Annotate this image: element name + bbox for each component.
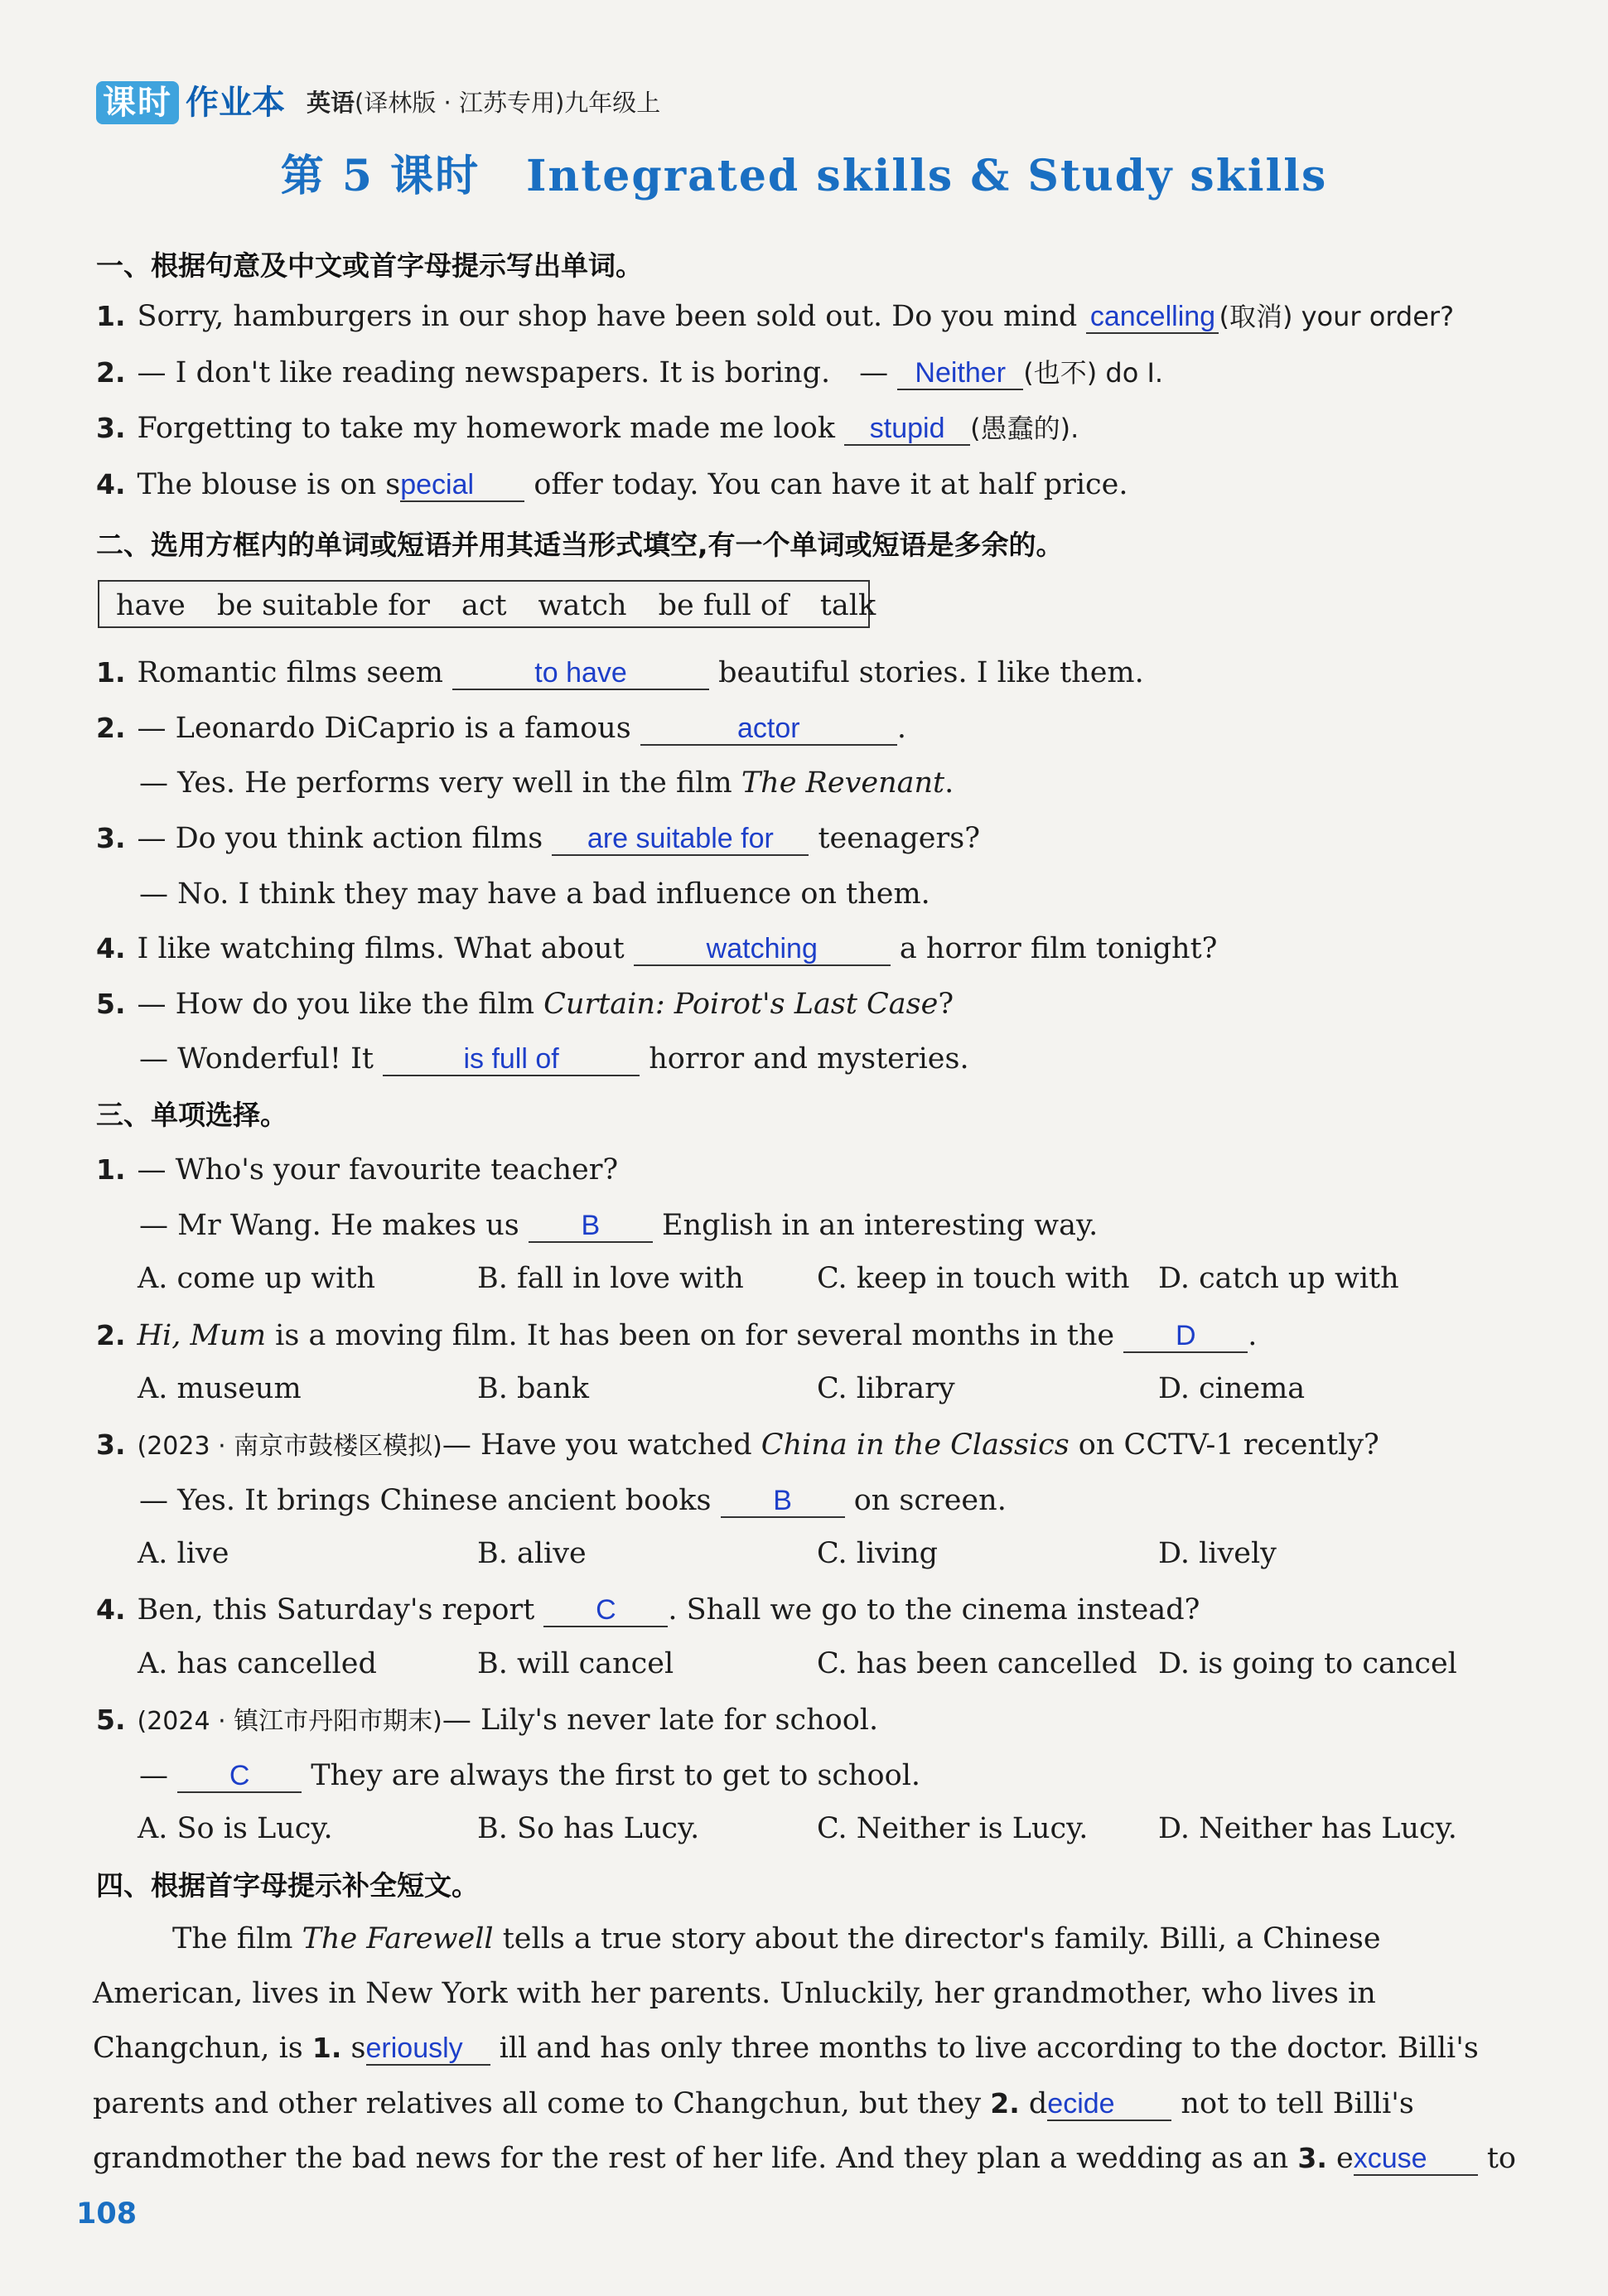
option-d[interactable]: D. catch up with — [1158, 1262, 1399, 1295]
option-d[interactable]: D. Neither has Lucy. — [1158, 1812, 1457, 1845]
s2-item-3-reply: — No. I think they may have a bad influence on them. — [139, 877, 930, 911]
answer-blank[interactable]: ecide — [1047, 2088, 1171, 2121]
section-2-heading: 二、选用方框内的单词或短语并用其适当形式填空,有一个单词或短语是多余的。 — [96, 529, 1064, 561]
passage-line-5: grandmother the bad news for the rest of her life. And they plan a wedding as an 3. excuse to — [93, 2142, 1516, 2175]
section-3-heading: 三、单项选择。 — [96, 1099, 287, 1131]
option-a[interactable]: A. live — [138, 1537, 229, 1570]
passage-line-4: parents and other relatives all come to Changchun, but they 2. decide not to tell Billi's — [93, 2087, 1414, 2120]
s2-item-1: 1. Romantic films seem to have beautiful stories. I like them. — [96, 656, 1144, 689]
s1-item-4: 4. The blouse is on special offer today. You can have it at half price. — [96, 468, 1128, 501]
s3-q2: 2. Hi, Mum is a moving film. It has been on for several months in the D . — [96, 1319, 1258, 1352]
s2-item-5-reply: — Wonderful! It is full of horror and mysteries. — [139, 1042, 969, 1075]
header — [96, 78, 660, 124]
option-b[interactable]: B. So has Lucy. — [477, 1812, 700, 1845]
answer-blank[interactable]: C — [177, 1760, 302, 1793]
option-b[interactable]: B. will cancel — [477, 1647, 674, 1680]
subject-line: 英语(译林版 · 江苏专用)九年级上 — [307, 89, 661, 117]
option-c[interactable]: C. living — [817, 1537, 939, 1570]
s2-item-4: 4. I like watching films. What about watching a horror film tonight? — [96, 932, 1218, 965]
answer-blank[interactable]: eriously — [366, 2033, 490, 2066]
answer-blank[interactable]: stupid — [844, 413, 970, 446]
answer-blank[interactable]: is full of — [383, 1043, 640, 1076]
s2-item-2-reply: — Yes. He performs very well in the film The Revenant. — [139, 766, 954, 800]
section-1-heading: 一、根据句意及中文或首字母提示写出单词。 — [96, 249, 643, 282]
answer-blank[interactable]: to have — [452, 657, 709, 690]
answer-blank[interactable]: pecial — [400, 469, 524, 502]
s3-q3: 3. (2023 · 南京市鼓楼区模拟)— Have you watched China in the Classics on CCTV-1 recently? — [96, 1428, 1379, 1462]
s3-q1-line2: — Mr Wang. He makes us B English in an interesting way. — [139, 1209, 1099, 1242]
option-d[interactable]: D. is going to cancel — [1158, 1647, 1457, 1680]
answer-blank[interactable]: Neither — [897, 357, 1023, 390]
answer-blank[interactable]: xcuse — [1354, 2143, 1478, 2176]
passage-line-2: American, lives in New York with her parents. Unluckily, her grandmother, who lives in — [93, 1977, 1376, 2010]
option-c[interactable]: C. library — [817, 1372, 955, 1405]
option-d[interactable]: D. lively — [1158, 1537, 1277, 1570]
s3-q4: 4. Ben, this Saturday's report C . Shall we go to the cinema instead? — [96, 1593, 1200, 1627]
option-d[interactable]: D. cinema — [1158, 1372, 1306, 1405]
option-c[interactable]: C. Neither is Lucy. — [817, 1812, 1089, 1845]
lesson-title: 第 5 课时 Integrated skills & Study skills — [280, 151, 1328, 201]
answer-blank[interactable]: B — [529, 1210, 653, 1243]
logo-text: 作业本 — [186, 84, 285, 122]
answer-blank[interactable]: D — [1123, 1320, 1248, 1353]
page-number: 108 — [76, 2197, 138, 2231]
answer-blank[interactable]: C — [543, 1594, 668, 1627]
s2-item-5: 5. — How do you like the film Curtain: Poirot's Last Case? — [96, 988, 954, 1021]
option-b[interactable]: B. alive — [477, 1537, 587, 1570]
answer-blank[interactable]: watching — [634, 933, 891, 966]
s1-item-3: 3. Forgetting to take my homework made me look stupid (愚蠢的). — [96, 412, 1079, 445]
section-4-heading: 四、根据首字母提示补全短文。 — [96, 1869, 479, 1902]
s1-item-1: 1. Sorry, hamburgers in our shop have been sold out. Do you mind cancelling (取消) your order? — [96, 300, 1455, 333]
s1-item-2: 2. — I don't like reading newspapers. It is boring. — Neither (也不) do I. — [96, 356, 1164, 389]
answer-blank[interactable]: actor — [640, 713, 897, 746]
word-box: have be suitable for act watch be full of talk — [98, 580, 870, 628]
passage-line-1: The film The Farewell tells a true story about the director's family. Billi, a Chinese — [172, 1922, 1381, 1955]
option-c[interactable]: C. keep in touch with — [817, 1262, 1130, 1295]
s3-q5-line2: — C They are always the first to get to school. — [139, 1759, 921, 1792]
s2-item-3: 3. — Do you think action films are suitable for teenagers? — [96, 822, 980, 855]
logo-badge: 课时 — [96, 81, 179, 124]
passage-line-3: Changchun, is 1. seriously ill and has only three months to live according to the doctor. Billi's — [93, 2032, 1479, 2065]
s3-q3-line2: — Yes. It brings Chinese ancient books B on screen. — [139, 1484, 1007, 1517]
answer-blank[interactable]: cancelling — [1086, 301, 1219, 334]
s2-item-2: 2. — Leonardo DiCaprio is a famous actor . — [96, 712, 906, 745]
option-b[interactable]: B. fall in love with — [477, 1262, 744, 1295]
option-a[interactable]: A. come up with — [138, 1262, 376, 1295]
s3-q1: 1. — Who's your favourite teacher? — [96, 1153, 619, 1187]
answer-blank[interactable]: are suitable for — [552, 823, 809, 856]
answer-blank[interactable]: B — [721, 1485, 845, 1518]
option-a[interactable]: A. So is Lucy. — [138, 1812, 333, 1845]
option-b[interactable]: B. bank — [477, 1372, 589, 1405]
option-a[interactable]: A. has cancelled — [138, 1647, 377, 1680]
s3-q5: 5. (2024 · 镇江市丹阳市期末)— Lily's never late for school. — [96, 1704, 879, 1737]
option-c[interactable]: C. has been cancelled — [817, 1647, 1137, 1680]
option-a[interactable]: A. museum — [138, 1372, 302, 1405]
